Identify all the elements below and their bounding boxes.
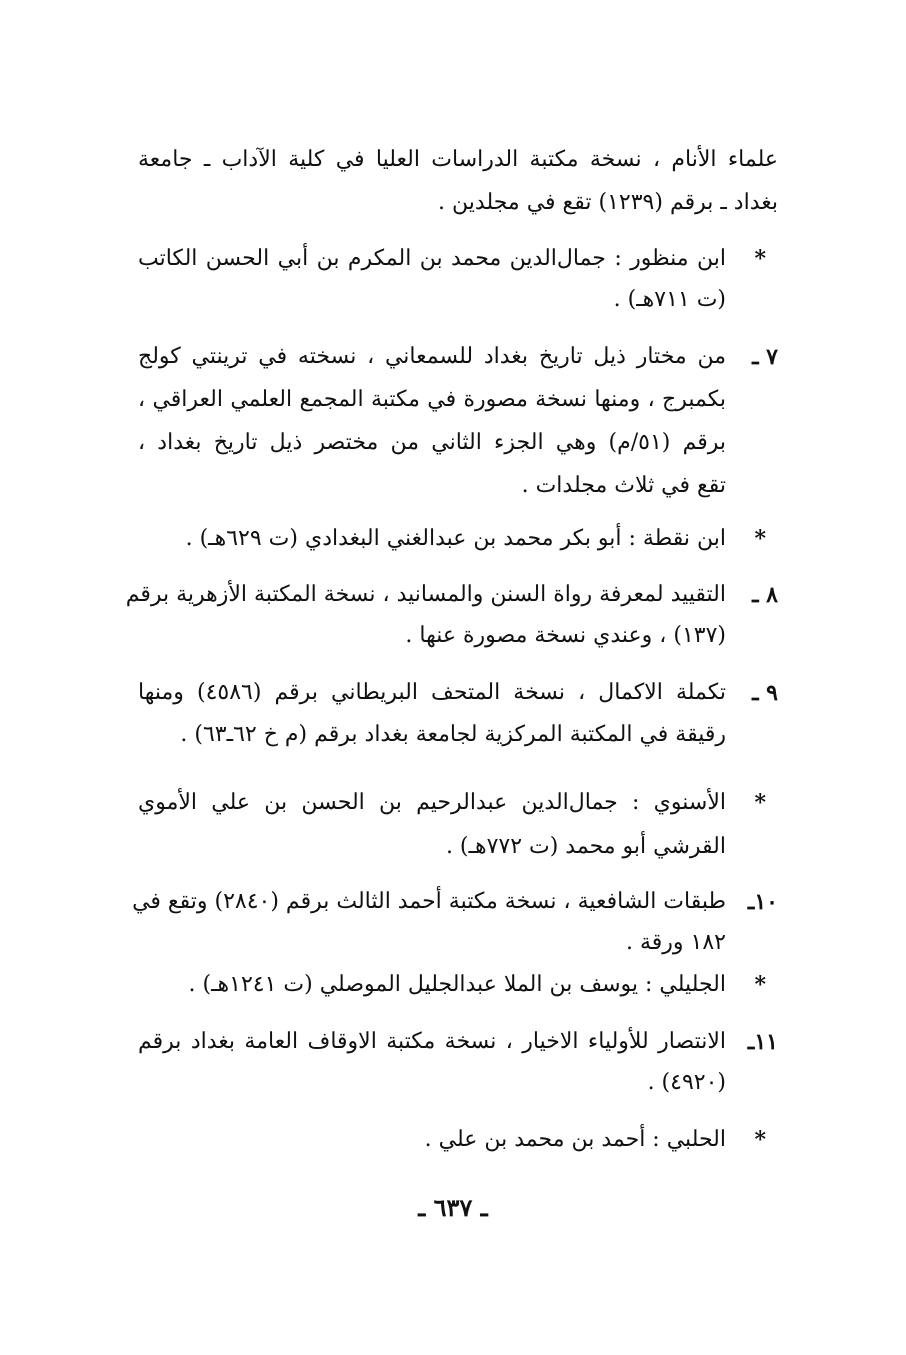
body-line: الجليلي : يوسف بن الملا عبدالجليل الموصلي (ت ١٢٤١هـ) . (188, 972, 726, 997)
item-number: ١١ـ (747, 1029, 778, 1055)
asterisk-marker: * (754, 526, 766, 552)
body-line: رقيقة في المكتبة المركزية لجامعة بغداد برقم (م خ ٦٢ـ٦٣) . (180, 722, 726, 747)
item-number: ٨ ـ (752, 582, 778, 608)
body-line: التقييد لمعرفة رواة السنن والمسانيد ، نسخة المكتبة الأزهرية برقم (125, 582, 726, 607)
body-line: الأسنوي : جمال‌الدين عبدالرحيم بن الحسن بن علي الأموي (138, 790, 726, 815)
body-line: (١٣٧) ، وعندي نسخة مصورة عنها . (405, 623, 726, 648)
body-line: تكملة الاكمال ، نسخة المتحف البريطاني برقم (٤٥٨٦) ومنها (138, 680, 727, 705)
asterisk-marker: * (754, 972, 766, 998)
page-number: ـ ٦٣٧ ـ (418, 1193, 488, 1222)
body-line: بكمبرج ، ومنها نسخة مصورة في مكتبة المجمع العلمي العراقي ، (138, 387, 726, 412)
asterisk-marker: * (754, 1127, 766, 1153)
body-line: ابن نقطة : أبو بكر محمد بن عبدالغني البغدادي (ت ٦٢٩هـ) . (185, 526, 726, 551)
asterisk-marker: * (754, 246, 766, 272)
body-line: ابن منظور : جمال‌الدين محمد بن المكرم بن أبي الحسن الكاتب (138, 246, 726, 271)
body-line: الحلبي : أحمد بن محمد بن علي . (424, 1127, 726, 1152)
body-line: (٤٩٢٠) . (647, 1070, 726, 1095)
body-line: برقم (٥١/م) وهي الجزء الثاني من مختصر ذيل تاريخ بغداد ، (138, 430, 726, 455)
body-line: (ت ٧١١هـ) . (613, 287, 726, 312)
body-line: تقع في ثلاث مجلدات . (521, 473, 726, 498)
body-line: القرشي أبو محمد (ت ٧٧٢هـ) . (445, 834, 726, 859)
item-number: ١٠ـ (747, 889, 778, 915)
body-line: ١٨٢ ورقة . (626, 930, 726, 955)
body-line: الانتصار للأولياء الاخيار ، نسخة مكتبة الاوقاف العامة بغداد برقم (138, 1029, 726, 1054)
asterisk-marker: * (754, 790, 766, 816)
body-line: من مختار ذيل تاريخ بغداد للسمعاني ، نسخته في ترينتي كولج (138, 344, 726, 369)
body-line: طبقات الشافعية ، نسخة مكتبة أحمد الثالث برقم (٢٨٤٠) وتقع في (132, 889, 726, 914)
item-number: ٩ ـ (752, 680, 778, 706)
item-number: ٧ ـ (752, 344, 778, 370)
body-line: بغداد ـ برقم (١٢٣٩) تقع في مجلدين . (438, 190, 778, 215)
body-line: علماء الأنام ، نسخة مكتبة الدراسات العليا في كلية الآداب ـ جامعة (138, 147, 778, 172)
